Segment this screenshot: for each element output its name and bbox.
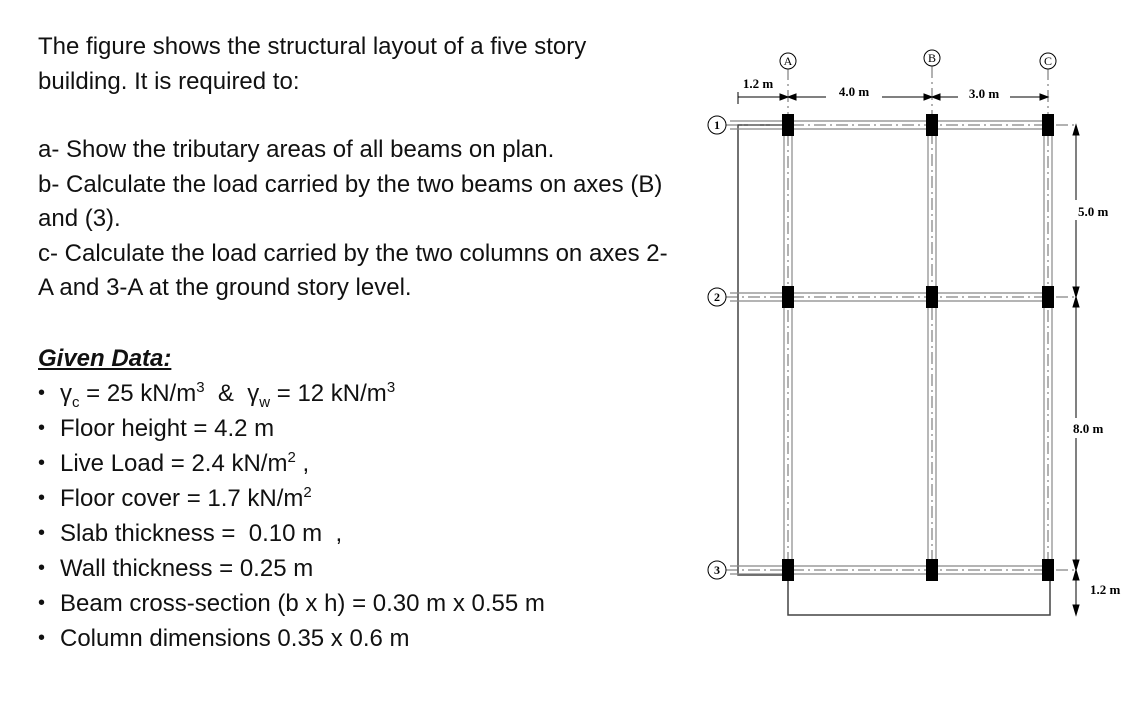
bullet-icon: • (38, 592, 46, 614)
floor-cover-item: • Floor cover = 1.7 $kN/m^2$ (38, 481, 678, 516)
axis-letter-bubbles (780, 50, 1056, 69)
bullet-icon: • (38, 522, 46, 544)
bottom-cantilever-outline (788, 575, 1050, 615)
dim-right-cantilever: 1.2 m (1090, 582, 1121, 597)
task-c: c- Calculate the load carried by the two columns on axes 2-A and 3-A at the ground story level. (38, 239, 668, 301)
column-3A (782, 559, 794, 581)
bullet-icon: • (38, 452, 46, 474)
axis-label-c: C (1043, 54, 1053, 68)
question-text (38, 30, 678, 656)
structural-plan-drawing (690, 40, 1140, 630)
given-data-list (38, 376, 678, 656)
right-dimension-line (1073, 125, 1079, 615)
column-1C (1042, 114, 1054, 136)
left-cantilever-outline (738, 125, 788, 575)
column-2B (926, 286, 938, 308)
axis-label-2: 2 (714, 290, 720, 304)
axis-label-a: A (783, 54, 793, 68)
axis-label-b: B (927, 51, 937, 65)
task-b: b- Calculate the load carried by the two beams on axes (B) and (3). (38, 170, 663, 232)
bullet-icon: • (38, 627, 46, 649)
wall-thickness-item: • Wall thickness = 0.25 m (38, 551, 678, 586)
column-1B (926, 114, 938, 136)
axis-label-1: 1 (714, 118, 720, 132)
intro-text: The figure shows the structural layout of a five story building. It is required to: (38, 33, 587, 95)
floor-height-item: • Floor height = 4.2 m (38, 411, 678, 446)
bullet-icon: • (38, 557, 46, 579)
beams-vertical (784, 121, 1052, 574)
dim-top-bc: 3.0 m (968, 86, 1000, 101)
axis-label-3: 3 (714, 563, 720, 577)
live-load-item: • Live Load = 2.4 $kN/m^2$ , (38, 446, 678, 481)
column-2A (782, 286, 794, 308)
axis-number-bubbles (708, 116, 726, 579)
column-1A (782, 114, 794, 136)
beams-horizontal (730, 121, 1052, 574)
bullet-icon: • (38, 382, 46, 404)
bullet-icon: • (38, 417, 46, 439)
beam-section-item: • Beam cross-section (b x h) = 0.30 m x 0.55 m (38, 586, 678, 621)
given-data-heading: Given Data: (38, 344, 172, 372)
dim-right-23: 8.0 m (1073, 421, 1104, 436)
dim-top-ab: 4.0 m (838, 84, 870, 99)
task-a: a- Show the tributary areas of all beams on plan. (38, 136, 555, 163)
column-2C (1042, 286, 1054, 308)
columns (782, 114, 1054, 581)
axis-centerlines-vertical (788, 66, 1048, 580)
slab-thickness-item: • Slab thickness = 0.10 m , (38, 516, 678, 551)
column-dims-item: • Column dimensions 0.35 x 0.6 m (38, 621, 678, 656)
unit-weights-item: • $\gamma_c = 25$ $kN/m^3$ & $\gamma_w = 12$ $kN/m^3$ (38, 376, 678, 411)
dim-right-12: 5.0 m (1078, 204, 1109, 219)
column-3B (926, 559, 938, 581)
dim-top-cantilever: 1.2 m (742, 76, 774, 91)
right-dimension-labels (1073, 204, 1121, 597)
column-3C (1042, 559, 1054, 581)
axis-centerlines-horizontal (726, 125, 1075, 570)
bullet-icon: • (38, 487, 46, 509)
